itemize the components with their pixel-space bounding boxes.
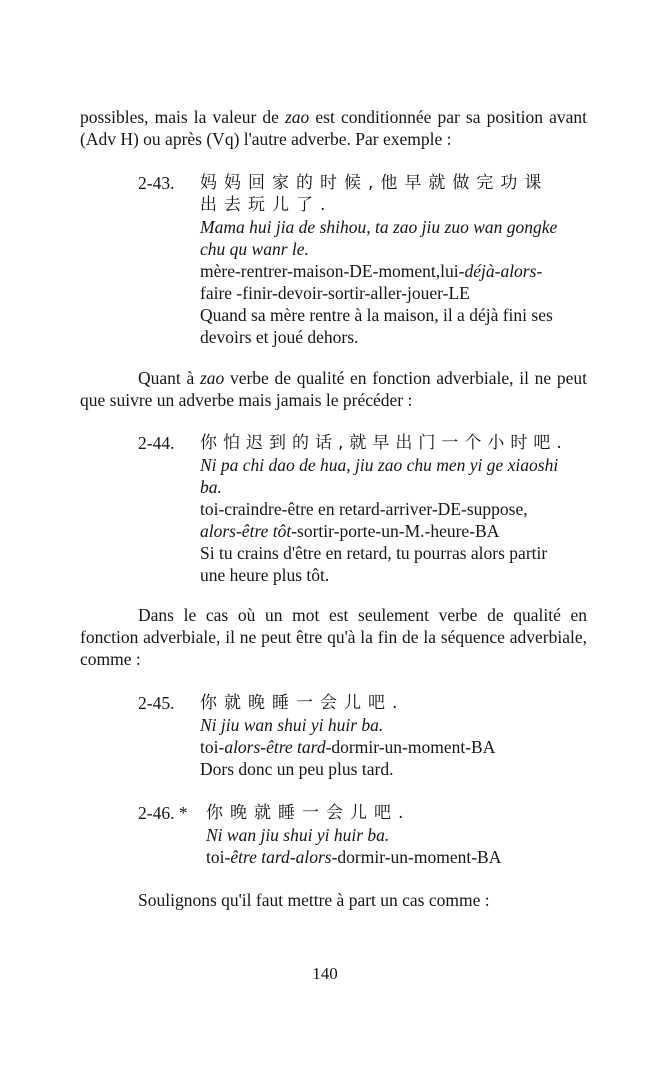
example-number: 2-43. (138, 173, 175, 193)
pinyin-line-1: Ni pa chi dao de hua, jiu zao chu men yi ge xiaoshi (200, 455, 559, 475)
gloss-text: -dormir-un-moment-BA (331, 847, 502, 867)
gloss-italic: être tard-alors (230, 847, 332, 867)
para2-text-b: verbe de qualité en fonction adverbiale, il ne peut que suivre un adverbe mais jamais le précéder : (80, 368, 587, 410)
example-number: 2-45. (138, 693, 175, 713)
pinyin-line-1: Mama hui jia de shihou, ta zao jiu zuo wan gongke (200, 217, 558, 237)
gloss-italic: déjà-alors (464, 261, 537, 281)
para2-term-zao: zao (199, 368, 225, 388)
gloss-text: -sortir-porte-un-M.-heure-BA (291, 521, 500, 541)
translation-line-1: Si tu crains d'être en retard, tu pourras alors partir (200, 543, 548, 563)
gloss-text: toi- (200, 737, 225, 757)
intro-term-zao: zao (285, 107, 310, 127)
translation-line-2: devoirs et joué dehors. (200, 327, 359, 347)
chinese-line-1: 你晚就睡一会儿吧. (206, 803, 411, 823)
paragraph-4: Soulignons qu'il faut mettre à part un cas comme : (138, 890, 490, 910)
gloss-line-2 (200, 520, 590, 542)
gloss-text: - (536, 261, 543, 281)
page-number: 140 (312, 964, 338, 983)
pinyin-line-2: chu qu wanr le. (200, 239, 309, 259)
pinyin-line-1: Ni jiu wan shui yi huir ba. (200, 715, 384, 735)
gloss-line-1 (200, 260, 590, 282)
para2-text-a: Quant à (138, 368, 200, 388)
pinyin-line-2: ba. (200, 477, 222, 497)
gloss-text: toi- (206, 847, 231, 867)
example-number: 2-46. * (138, 803, 188, 823)
gloss-text: mère-rentrer-maison-DE-moment,lui- (200, 261, 465, 281)
translation-line-1: Dors donc un peu plus tard. (200, 759, 394, 779)
intro-text-b: est conditionnée par sa position avant (Adv H) ou après (Vq) l'autre adverbe. Par exemple : (80, 107, 587, 149)
translation-line-2: une heure plus tôt. (200, 565, 330, 585)
chinese-line-2: 出去玩儿了. (200, 195, 333, 215)
translation-line-1: Quand sa mère rentre à la maison, il a déjà fini ses (200, 305, 553, 325)
gloss-line-1 (206, 846, 596, 868)
gloss-italic: alors-être tard (224, 737, 326, 757)
pinyin-line-1: Ni wan jiu shui yi huir ba. (206, 825, 390, 845)
paragraph-3: Dans le cas où un mot est seulement verbe de qualité en fonction adverbiale, il ne peut être qu'à la fin de la séquence adverbiale, comme : (80, 605, 587, 669)
intro-text-a: possibles, mais la valeur de (80, 107, 285, 127)
chinese-line-1: 你怕迟到的话,就早出门一个小时吧. (200, 433, 568, 453)
gloss-text: -dormir-un-moment-BA (325, 737, 496, 757)
chinese-line-1: 妈妈回家的时候,他早就做完功课 (200, 173, 549, 193)
intro-paragraph (80, 106, 587, 150)
gloss-italic: alors-être tôt (200, 521, 292, 541)
chinese-line-1: 你就晚睡一会儿吧. (200, 693, 405, 713)
paragraph-2 (80, 367, 587, 411)
gloss-line-1: toi-craindre-être en retard-arriver-DE-suppose, (200, 499, 528, 519)
gloss-line-1 (200, 736, 590, 758)
gloss-line-2: faire -finir-devoir-sortir-aller-jouer-LE (200, 283, 470, 303)
example-number: 2-44. (138, 433, 175, 453)
